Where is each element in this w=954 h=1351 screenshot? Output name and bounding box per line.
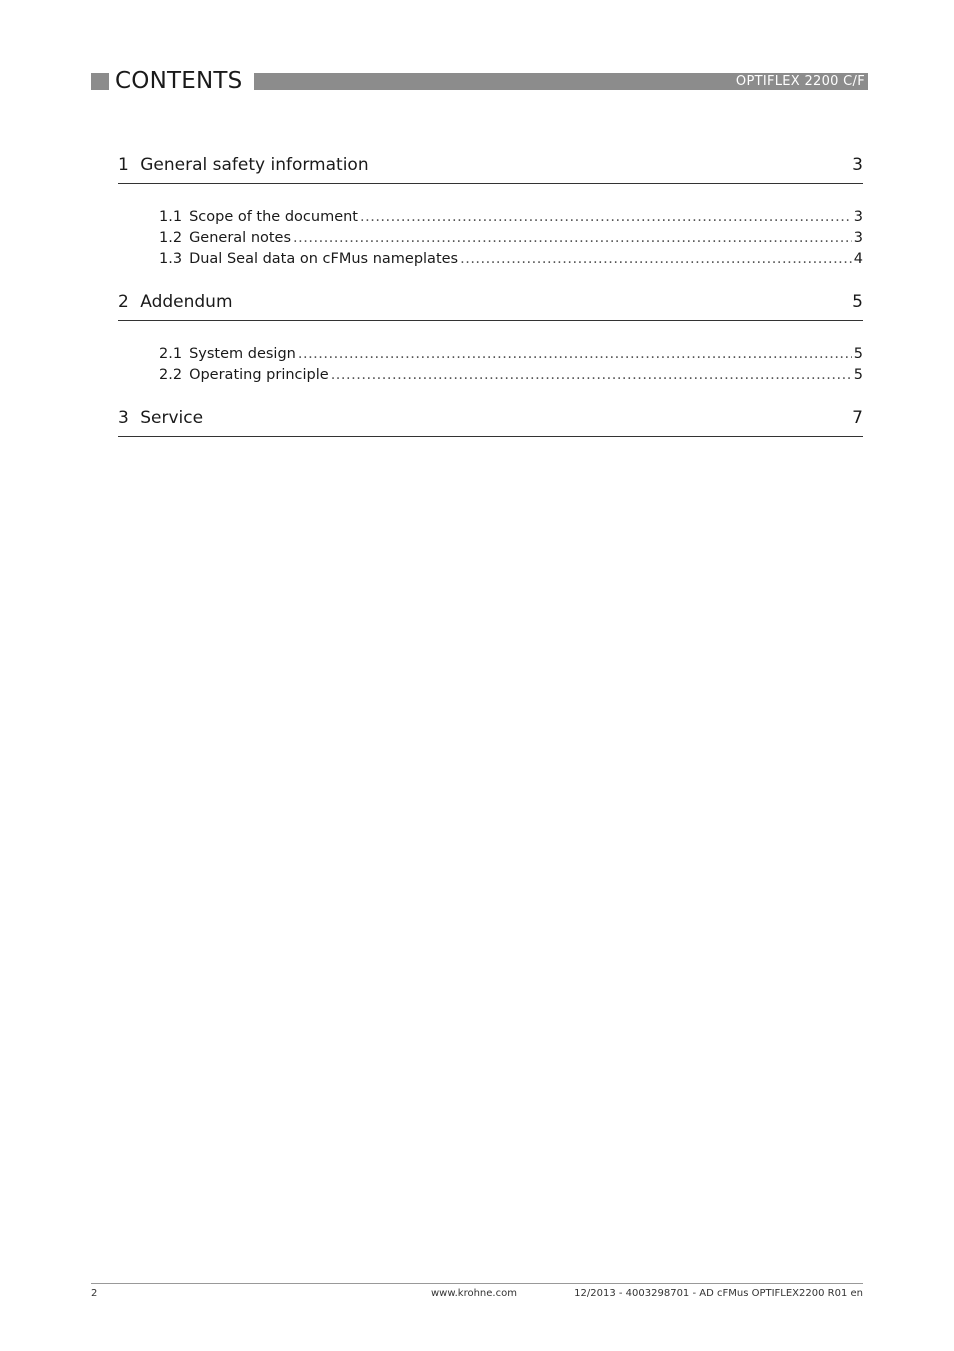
chapter-title: Service — [140, 408, 204, 428]
table-of-contents — [118, 151, 863, 437]
toc-sections-2 — [118, 321, 863, 404]
toc-section-1-1[interactable] — [159, 207, 863, 228]
chapter-number: 1 — [118, 155, 129, 175]
toc-chapter-1[interactable] — [118, 151, 863, 184]
section-page: 3 — [853, 230, 863, 246]
page-header — [91, 67, 868, 95]
dot-leader — [331, 365, 852, 386]
chapter-page: 3 — [852, 155, 863, 175]
section-page: 4 — [853, 251, 863, 267]
page-footer — [91, 1283, 863, 1304]
chapter-number: 2 — [118, 292, 129, 312]
section-title: Scope of the document — [189, 209, 358, 225]
product-name: OPTIFLEX 2200 C/F — [735, 74, 865, 89]
dot-leader — [293, 228, 852, 249]
section-number: 1.2 — [159, 230, 183, 246]
toc-section-1-3[interactable] — [159, 249, 863, 270]
chapter-page: 7 — [852, 408, 863, 428]
section-page: 3 — [853, 209, 863, 225]
section-title: Dual Seal data on cFMus nameplates — [189, 251, 459, 267]
chapter-page: 5 — [852, 292, 863, 312]
section-number: 1.3 — [159, 251, 183, 267]
section-title: System design — [189, 346, 296, 362]
section-page: 5 — [853, 367, 863, 383]
dot-leader — [460, 249, 852, 270]
toc-section-2-2[interactable] — [159, 365, 863, 386]
footer-page-number: 2 — [91, 1288, 98, 1299]
section-page: 5 — [853, 346, 863, 362]
chapter-title: Addendum — [140, 292, 233, 312]
page-title: CONTENTS — [115, 68, 243, 94]
section-number: 2.2 — [159, 367, 183, 383]
chapter-title: General safety information — [140, 155, 369, 175]
dot-leader — [360, 207, 852, 228]
chapter-number: 3 — [118, 408, 129, 428]
toc-chapter-3[interactable] — [118, 404, 863, 437]
section-number: 1.1 — [159, 209, 183, 225]
section-title: General notes — [189, 230, 292, 246]
footer-document-reference: 12/2013 - 4003298701 - AD cFMus OPTIFLEX2200 R01 en — [574, 1288, 863, 1299]
section-title: Operating principle — [189, 367, 329, 383]
toc-section-2-1[interactable] — [159, 344, 863, 365]
header-square-marker — [91, 73, 109, 90]
toc-sections-1 — [118, 184, 863, 288]
dot-leader — [298, 344, 852, 365]
footer-url-link[interactable]: www.krohne.com — [431, 1288, 517, 1299]
toc-section-1-2[interactable] — [159, 228, 863, 249]
section-number: 2.1 — [159, 346, 183, 362]
toc-chapter-2[interactable] — [118, 288, 863, 321]
